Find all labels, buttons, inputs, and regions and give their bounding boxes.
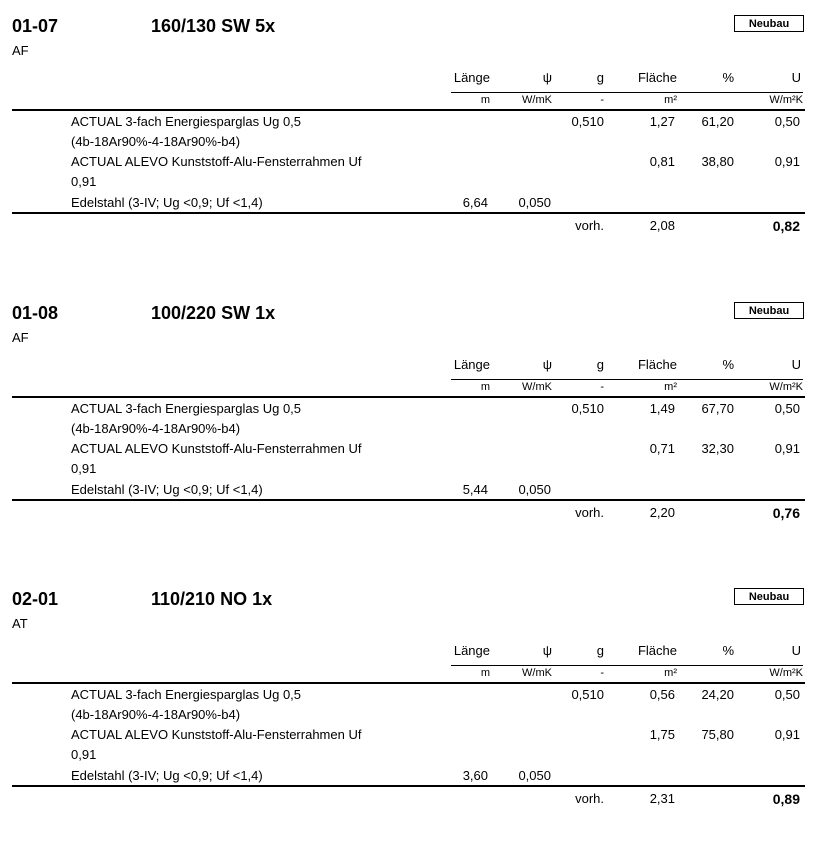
- frame-area: 1,75: [649, 727, 675, 742]
- glass-description: ACTUAL 3-fach Energiesparglas Ug 0,5: [71, 401, 302, 416]
- header-g: g: [596, 357, 604, 372]
- header-percent: %: [722, 357, 734, 372]
- glass-area: 0,56: [649, 687, 675, 702]
- header-u: U: [791, 70, 801, 85]
- window-type: AF: [12, 330, 29, 345]
- frame-u-value: 0,91: [774, 154, 800, 169]
- window-dimension: 100/220 SW 1x: [151, 303, 276, 323]
- glass-description: ACTUAL 3-fach Energiesparglas Ug 0,5: [71, 114, 302, 129]
- table-bottom-rule: [12, 212, 805, 214]
- header-flaeche: Fläche: [637, 357, 677, 372]
- unit-psi: W/mK: [522, 667, 552, 679]
- spacer-length: 5,44: [462, 482, 488, 497]
- window-section: [0, 583, 839, 843]
- unit-g: -: [600, 94, 604, 106]
- total-u-value: 0,76: [772, 505, 800, 521]
- spacer-description: Edelstahl (3-IV; Ug <0,9; Uf <1,4): [71, 195, 263, 210]
- total-area: 2,20: [649, 505, 675, 520]
- frame-description-detail: 0,91: [71, 461, 97, 476]
- header-flaeche: Fläche: [637, 70, 677, 85]
- window-section: [0, 10, 839, 270]
- spacer-description: Edelstahl (3-IV; Ug <0,9; Uf <1,4): [71, 482, 263, 497]
- glass-description-detail: (4b-18Ar90%-4-18Ar90%-b4): [71, 134, 241, 149]
- status-badge: Neubau: [734, 588, 804, 605]
- total-area: 2,08: [649, 218, 675, 233]
- frame-u-value: 0,91: [774, 727, 800, 742]
- glass-u-value: 0,50: [774, 401, 800, 416]
- glass-g-value: 0,510: [571, 401, 604, 416]
- glass-percent: 67,70: [701, 401, 734, 416]
- window-type: AT: [12, 616, 28, 631]
- unit-g: -: [600, 667, 604, 679]
- header-psi: ψ: [542, 70, 552, 85]
- frame-description-detail: 0,91: [71, 747, 97, 762]
- glass-area: 1,49: [649, 401, 675, 416]
- window-section: [0, 297, 839, 557]
- frame-description: ACTUAL ALEVO Kunststoff-Alu-Fensterrahmen Uf: [71, 154, 362, 169]
- position-number: 02-01: [12, 589, 59, 609]
- header-psi: ψ: [542, 643, 552, 658]
- header-percent: %: [722, 643, 734, 658]
- glass-description: ACTUAL 3-fach Energiesparglas Ug 0,5: [71, 687, 302, 702]
- window-type: AF: [12, 43, 29, 58]
- header-divider: [451, 379, 803, 380]
- unit-psi: W/mK: [522, 381, 552, 393]
- glass-area: 1,27: [649, 114, 675, 129]
- header-divider: [451, 665, 803, 666]
- unit-laenge: m: [480, 381, 490, 393]
- total-u-value: 0,82: [772, 218, 800, 234]
- table-top-rule: [12, 396, 805, 398]
- table-bottom-rule: [12, 785, 805, 787]
- header-u: U: [791, 357, 801, 372]
- unit-flaeche: m²: [664, 94, 677, 106]
- spacer-length: 6,64: [462, 195, 488, 210]
- frame-area: 0,71: [649, 441, 675, 456]
- unit-g: -: [600, 381, 604, 393]
- table-top-rule: [12, 682, 805, 684]
- total-u-value: 0,89: [772, 791, 800, 807]
- glass-description-detail: (4b-18Ar90%-4-18Ar90%-b4): [71, 421, 241, 436]
- window-dimension: 160/130 SW 5x: [151, 16, 276, 36]
- position-number: 01-07: [12, 16, 59, 36]
- total-area: 2,31: [649, 791, 675, 806]
- glass-u-value: 0,50: [774, 114, 800, 129]
- unit-laenge: m: [480, 667, 490, 679]
- glass-percent: 61,20: [701, 114, 734, 129]
- glass-u-value: 0,50: [774, 687, 800, 702]
- window-dimension: 110/210 NO 1x: [151, 589, 273, 609]
- spacer-psi: 0,050: [518, 195, 551, 210]
- frame-description: ACTUAL ALEVO Kunststoff-Alu-Fensterrahmen Uf: [71, 441, 362, 456]
- unit-psi: W/mK: [522, 94, 552, 106]
- header-flaeche: Fläche: [637, 643, 677, 658]
- unit-flaeche: m²: [664, 667, 677, 679]
- spacer-length: 3,60: [462, 768, 488, 783]
- frame-description: ACTUAL ALEVO Kunststoff-Alu-Fensterrahmen Uf: [71, 727, 362, 742]
- spacer-psi: 0,050: [518, 482, 551, 497]
- glass-g-value: 0,510: [571, 114, 604, 129]
- frame-percent: 32,30: [701, 441, 734, 456]
- header-divider: [451, 92, 803, 93]
- unit-u: W/m²K: [769, 94, 803, 106]
- glass-g-value: 0,510: [571, 687, 604, 702]
- unit-flaeche: m²: [664, 381, 677, 393]
- header-laenge: Länge: [453, 357, 490, 372]
- unit-u: W/m²K: [769, 381, 803, 393]
- vorh-label: vorh.: [575, 218, 604, 233]
- header-g: g: [596, 70, 604, 85]
- unit-u: W/m²K: [769, 667, 803, 679]
- table-top-rule: [12, 109, 805, 111]
- header-g: g: [596, 643, 604, 658]
- header-laenge: Länge: [453, 643, 490, 658]
- position-number: 01-08: [12, 303, 59, 323]
- unit-laenge: m: [480, 94, 490, 106]
- vorh-label: vorh.: [575, 505, 604, 520]
- frame-u-value: 0,91: [774, 441, 800, 456]
- status-badge: Neubau: [734, 302, 804, 319]
- frame-area: 0,81: [649, 154, 675, 169]
- glass-description-detail: (4b-18Ar90%-4-18Ar90%-b4): [71, 707, 241, 722]
- header-percent: %: [722, 70, 734, 85]
- status-badge: Neubau: [734, 15, 804, 32]
- frame-percent: 75,80: [701, 727, 734, 742]
- glass-percent: 24,20: [701, 687, 734, 702]
- frame-percent: 38,80: [701, 154, 734, 169]
- spacer-psi: 0,050: [518, 768, 551, 783]
- header-u: U: [791, 643, 801, 658]
- table-bottom-rule: [12, 499, 805, 501]
- header-laenge: Länge: [453, 70, 490, 85]
- frame-description-detail: 0,91: [71, 174, 97, 189]
- header-psi: ψ: [542, 357, 552, 372]
- spacer-description: Edelstahl (3-IV; Ug <0,9; Uf <1,4): [71, 768, 263, 783]
- vorh-label: vorh.: [575, 791, 604, 806]
